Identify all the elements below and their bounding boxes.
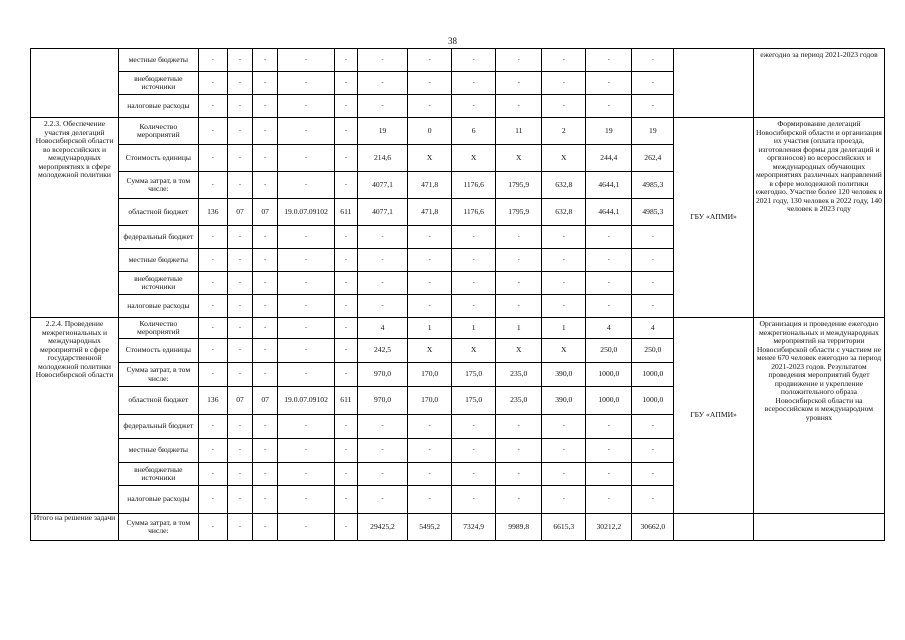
value-cell: 1795,9	[496, 199, 542, 226]
value-cell: 235,0	[496, 387, 542, 415]
code-cell: -	[253, 318, 278, 339]
value-cell: X	[452, 145, 496, 172]
value-cell: -	[357, 95, 407, 118]
value-cell: -	[452, 463, 496, 486]
value-cell: 29425,2	[357, 514, 407, 541]
indicator-cell: местные бюджеты	[119, 249, 199, 272]
value-cell: -	[632, 49, 674, 72]
page-number: 38	[448, 36, 457, 46]
value-cell: -	[357, 295, 407, 318]
indicator-cell: федеральный бюджет	[119, 226, 199, 249]
code-cell: 136	[198, 387, 227, 415]
value-cell: -	[632, 72, 674, 95]
value-cell: 2	[542, 118, 586, 145]
value-cell: 4	[632, 318, 674, 339]
value-cell: -	[632, 415, 674, 439]
code-cell: -	[227, 295, 252, 318]
indicator-cell: местные бюджеты	[119, 439, 199, 463]
total-label: Итого на решение задачи	[31, 514, 119, 541]
code-cell: -	[278, 339, 335, 363]
code-cell: -	[227, 514, 252, 541]
code-cell: -	[227, 439, 252, 463]
item-cell: 2.2.4. Проведение межрегиональных и международных мероприятий в сфере государственной молодежной политики Новосибирской области	[31, 318, 119, 514]
code-cell: -	[227, 363, 252, 387]
code-cell: -	[278, 318, 335, 339]
code-cell: -	[198, 95, 227, 118]
value-cell: -	[408, 272, 452, 295]
code-cell: -	[198, 249, 227, 272]
value-cell: 4	[357, 318, 407, 339]
value-cell: 1000,0	[632, 387, 674, 415]
value-cell: -	[542, 249, 586, 272]
value-cell: 214,6	[357, 145, 407, 172]
code-cell: -	[278, 172, 335, 199]
indicator-cell: внебюджетные источники	[119, 463, 199, 486]
code-cell: -	[253, 49, 278, 72]
code-cell: -	[278, 72, 335, 95]
value-cell: -	[542, 49, 586, 72]
code-cell: -	[198, 486, 227, 514]
value-cell: -	[452, 272, 496, 295]
value-cell: 632,8	[542, 199, 586, 226]
value-cell: -	[632, 95, 674, 118]
code-cell: -	[253, 486, 278, 514]
value-cell: -	[586, 439, 632, 463]
code-cell: -	[198, 339, 227, 363]
value-cell: 170,0	[408, 387, 452, 415]
contractor-cell	[674, 514, 754, 541]
value-cell: -	[452, 439, 496, 463]
value-cell: 1795,9	[496, 172, 542, 199]
value-cell: 970,0	[357, 363, 407, 387]
code-cell: -	[253, 463, 278, 486]
value-cell: -	[496, 295, 542, 318]
value-cell: 390,0	[542, 363, 586, 387]
code-cell: -	[253, 226, 278, 249]
code-cell: -	[227, 72, 252, 95]
value-cell: -	[586, 415, 632, 439]
table-row	[31, 118, 885, 145]
code-cell: 19.0.07.09102	[278, 199, 335, 226]
value-cell: -	[408, 95, 452, 118]
code-cell: -	[253, 363, 278, 387]
value-cell: 175,0	[452, 387, 496, 415]
value-cell: -	[452, 72, 496, 95]
value-cell: -	[496, 95, 542, 118]
value-cell: -	[542, 95, 586, 118]
code-cell: 611	[334, 387, 357, 415]
value-cell: -	[357, 226, 407, 249]
value-cell: -	[496, 486, 542, 514]
value-cell: 262,4	[632, 145, 674, 172]
value-cell: 7324,9	[452, 514, 496, 541]
code-cell: -	[334, 339, 357, 363]
value-cell: -	[408, 249, 452, 272]
code-cell: -	[334, 318, 357, 339]
value-cell: -	[357, 439, 407, 463]
value-cell: 1000,0	[586, 387, 632, 415]
code-cell: -	[334, 486, 357, 514]
value-cell: -	[542, 463, 586, 486]
value-cell: -	[496, 249, 542, 272]
value-cell: 1	[408, 318, 452, 339]
code-cell: -	[278, 95, 335, 118]
value-cell: -	[496, 439, 542, 463]
value-cell: 1	[452, 318, 496, 339]
value-cell: 1	[496, 318, 542, 339]
code-cell: -	[198, 118, 227, 145]
code-cell: -	[278, 145, 335, 172]
code-cell: -	[334, 226, 357, 249]
table-row	[31, 318, 885, 339]
code-cell: -	[198, 72, 227, 95]
code-cell: -	[253, 145, 278, 172]
value-cell: -	[586, 486, 632, 514]
code-cell: -	[278, 486, 335, 514]
value-cell: X	[542, 145, 586, 172]
code-cell: -	[253, 272, 278, 295]
value-cell: -	[408, 415, 452, 439]
value-cell: 1176,6	[452, 199, 496, 226]
value-cell: 1000,0	[586, 363, 632, 387]
value-cell: -	[586, 95, 632, 118]
value-cell: X	[408, 145, 452, 172]
code-cell: -	[334, 145, 357, 172]
value-cell: -	[632, 439, 674, 463]
indicator-cell: налоговые расходы	[119, 295, 199, 318]
value-cell: 390,0	[542, 387, 586, 415]
value-cell: 30212,2	[586, 514, 632, 541]
code-cell: -	[198, 363, 227, 387]
code-cell: -	[334, 463, 357, 486]
value-cell: 4	[586, 318, 632, 339]
code-cell: -	[227, 415, 252, 439]
value-cell: 19	[632, 118, 674, 145]
value-cell: -	[408, 49, 452, 72]
value-cell: -	[542, 226, 586, 249]
code-cell: -	[253, 415, 278, 439]
table-body	[31, 49, 885, 541]
value-cell: 170,0	[408, 363, 452, 387]
total-row	[31, 514, 885, 541]
value-cell: -	[542, 72, 586, 95]
value-cell: -	[452, 226, 496, 249]
value-cell: -	[632, 486, 674, 514]
code-cell: -	[227, 339, 252, 363]
code-cell: -	[278, 272, 335, 295]
indicator-cell: Сумма затрат, в том числе:	[119, 363, 199, 387]
value-cell: -	[357, 272, 407, 295]
value-cell: 9989,8	[496, 514, 542, 541]
value-cell: -	[632, 295, 674, 318]
value-cell: -	[357, 415, 407, 439]
code-cell: -	[198, 318, 227, 339]
code-cell: -	[334, 49, 357, 72]
value-cell: X	[452, 339, 496, 363]
code-cell: -	[278, 363, 335, 387]
value-cell: -	[496, 415, 542, 439]
value-cell: -	[408, 439, 452, 463]
code-cell: -	[278, 49, 335, 72]
value-cell: 1	[542, 318, 586, 339]
value-cell: -	[452, 95, 496, 118]
code-cell: -	[198, 439, 227, 463]
value-cell: -	[632, 226, 674, 249]
code-cell: -	[253, 72, 278, 95]
code-cell: -	[253, 295, 278, 318]
value-cell: -	[542, 415, 586, 439]
value-cell: -	[452, 49, 496, 72]
value-cell: 4644,1	[586, 172, 632, 199]
code-cell: -	[334, 363, 357, 387]
value-cell: 242,5	[357, 339, 407, 363]
value-cell: 4985,3	[632, 172, 674, 199]
code-cell: -	[334, 514, 357, 541]
code-cell: -	[253, 439, 278, 463]
outcome-cell	[753, 514, 884, 541]
value-cell: -	[357, 49, 407, 72]
code-cell: -	[198, 514, 227, 541]
code-cell: -	[227, 145, 252, 172]
code-cell: -	[278, 118, 335, 145]
item-cell	[31, 49, 119, 118]
value-cell: 250,0	[632, 339, 674, 363]
value-cell: -	[408, 72, 452, 95]
table-row	[31, 49, 885, 72]
indicator-cell: областной бюджет	[119, 199, 199, 226]
code-cell: -	[227, 249, 252, 272]
indicator-cell: федеральный бюджет	[119, 415, 199, 439]
indicator-cell: внебюджетные источники	[119, 72, 199, 95]
value-cell: 4644,1	[586, 199, 632, 226]
value-cell: 1176,6	[452, 172, 496, 199]
code-cell: -	[198, 226, 227, 249]
code-cell: -	[253, 514, 278, 541]
value-cell: X	[496, 145, 542, 172]
value-cell: -	[542, 295, 586, 318]
value-cell: -	[586, 226, 632, 249]
code-cell: -	[278, 463, 335, 486]
code-cell: -	[278, 226, 335, 249]
indicator-cell: внебюджетные источники	[119, 272, 199, 295]
value-cell: -	[542, 272, 586, 295]
value-cell: -	[542, 486, 586, 514]
code-cell: -	[278, 439, 335, 463]
value-cell: -	[586, 272, 632, 295]
value-cell: 471,8	[408, 199, 452, 226]
code-cell: -	[334, 439, 357, 463]
code-cell: -	[278, 295, 335, 318]
value-cell: -	[586, 295, 632, 318]
code-cell: -	[227, 272, 252, 295]
code-cell: -	[198, 415, 227, 439]
code-cell: -	[198, 295, 227, 318]
value-cell: X	[496, 339, 542, 363]
value-cell: -	[496, 226, 542, 249]
code-cell: -	[334, 295, 357, 318]
code-cell: -	[334, 272, 357, 295]
code-cell: -	[227, 226, 252, 249]
code-cell: -	[198, 172, 227, 199]
indicator-cell: областной бюджет	[119, 387, 199, 415]
code-cell: -	[334, 172, 357, 199]
value-cell: 235,0	[496, 363, 542, 387]
outcome-cell: Формирование делегаций Новосибирской области и организация их участия (оплата проезда, изготовления формы для делегаций и оргвзносов) во всероссийских и международных обучающих мероприятиях различных направлений в сфере молодежной политики ежегодно. Участие более 120 человек в 2021 году, 130 человек в 2022 году, 140 человек в 2023 году	[753, 118, 884, 318]
code-cell: -	[198, 272, 227, 295]
value-cell: 632,8	[542, 172, 586, 199]
value-cell: -	[632, 272, 674, 295]
value-cell: -	[408, 486, 452, 514]
code-cell: -	[227, 318, 252, 339]
item-cell: 2.2.3. Обеспечение участия делегаций Новосибирской области во всероссийских и международных мероприятиях в сфере молодежной политики	[31, 118, 119, 318]
value-cell: 0	[408, 118, 452, 145]
value-cell: 250,0	[586, 339, 632, 363]
indicator-cell: Сумма затрат, в том числе:	[119, 514, 199, 541]
value-cell: 244,4	[586, 145, 632, 172]
code-cell: 611	[334, 199, 357, 226]
value-cell: -	[452, 295, 496, 318]
value-cell: -	[357, 249, 407, 272]
contractor-cell: ГБУ «АПМИ»	[674, 318, 754, 514]
value-cell: -	[632, 249, 674, 272]
code-cell: -	[334, 118, 357, 145]
code-cell: -	[227, 95, 252, 118]
value-cell: -	[586, 72, 632, 95]
code-cell: 07	[253, 199, 278, 226]
value-cell: 4077,1	[357, 199, 407, 226]
value-cell: 5495,2	[408, 514, 452, 541]
value-cell: -	[496, 72, 542, 95]
code-cell: -	[227, 172, 252, 199]
value-cell: -	[357, 486, 407, 514]
indicator-cell: Сумма затрат, в том числе:	[119, 172, 199, 199]
value-cell: 471,8	[408, 172, 452, 199]
code-cell: -	[334, 415, 357, 439]
code-cell: -	[253, 249, 278, 272]
indicator-cell: налоговые расходы	[119, 486, 199, 514]
value-cell: 4985,3	[632, 199, 674, 226]
value-cell: -	[496, 463, 542, 486]
code-cell: -	[253, 339, 278, 363]
indicator-cell: местные бюджеты	[119, 49, 199, 72]
value-cell: -	[452, 249, 496, 272]
value-cell: -	[496, 49, 542, 72]
value-cell: 19	[586, 118, 632, 145]
value-cell: 4077,1	[357, 172, 407, 199]
code-cell: -	[278, 514, 335, 541]
code-cell: -	[334, 95, 357, 118]
code-cell: 07	[227, 387, 252, 415]
code-cell: -	[227, 463, 252, 486]
code-cell: -	[334, 249, 357, 272]
code-cell: 07	[227, 199, 252, 226]
value-cell: X	[408, 339, 452, 363]
value-cell: -	[357, 463, 407, 486]
value-cell: 6	[452, 118, 496, 145]
code-cell: -	[198, 463, 227, 486]
value-cell: -	[408, 226, 452, 249]
code-cell: 07	[253, 387, 278, 415]
value-cell: -	[586, 49, 632, 72]
value-cell: 19	[357, 118, 407, 145]
code-cell: -	[278, 415, 335, 439]
code-cell: 19.0.07.09102	[278, 387, 335, 415]
value-cell: 175,0	[452, 363, 496, 387]
value-cell: 30662,0	[632, 514, 674, 541]
value-cell: 6615,3	[542, 514, 586, 541]
value-cell: 11	[496, 118, 542, 145]
code-cell: -	[253, 172, 278, 199]
outcome-cell: ежегодно за период 2021-2023 годов	[753, 49, 884, 118]
code-cell: -	[198, 49, 227, 72]
indicator-cell: налоговые расходы	[119, 95, 199, 118]
budget-table	[30, 48, 885, 541]
code-cell: -	[227, 49, 252, 72]
value-cell: -	[632, 463, 674, 486]
value-cell: -	[408, 463, 452, 486]
value-cell: -	[452, 486, 496, 514]
code-cell: 136	[198, 199, 227, 226]
code-cell: -	[227, 118, 252, 145]
value-cell: -	[357, 72, 407, 95]
code-cell: -	[253, 118, 278, 145]
code-cell: -	[227, 486, 252, 514]
value-cell: 970,0	[357, 387, 407, 415]
indicator-cell: Количество мероприятий	[119, 118, 199, 145]
outcome-cell: Организация и проведение ежегодно межрегиональных и международных мероприятий на территории Новосибирской области с участием не менее 670 человек ежегодно за период 2021-2023 годов. Результатом проведения мероприятий будет продвижение и укрепление положительного образа Новосибирской области на всероссийском и международном уровнях	[753, 318, 884, 514]
code-cell: -	[253, 95, 278, 118]
contractor-cell	[674, 49, 754, 118]
value-cell: -	[408, 295, 452, 318]
value-cell: -	[586, 249, 632, 272]
code-cell: -	[334, 72, 357, 95]
value-cell: X	[542, 339, 586, 363]
value-cell: -	[542, 439, 586, 463]
value-cell: -	[496, 272, 542, 295]
code-cell: -	[278, 249, 335, 272]
value-cell: -	[586, 463, 632, 486]
contractor-cell: ГБУ «АПМИ»	[674, 118, 754, 318]
indicator-cell: Количество мероприятий	[119, 318, 199, 339]
indicator-cell: Стоимость единицы	[119, 339, 199, 363]
value-cell: -	[452, 415, 496, 439]
indicator-cell: Стоимость единицы	[119, 145, 199, 172]
code-cell: -	[198, 145, 227, 172]
value-cell: 1000,0	[632, 363, 674, 387]
